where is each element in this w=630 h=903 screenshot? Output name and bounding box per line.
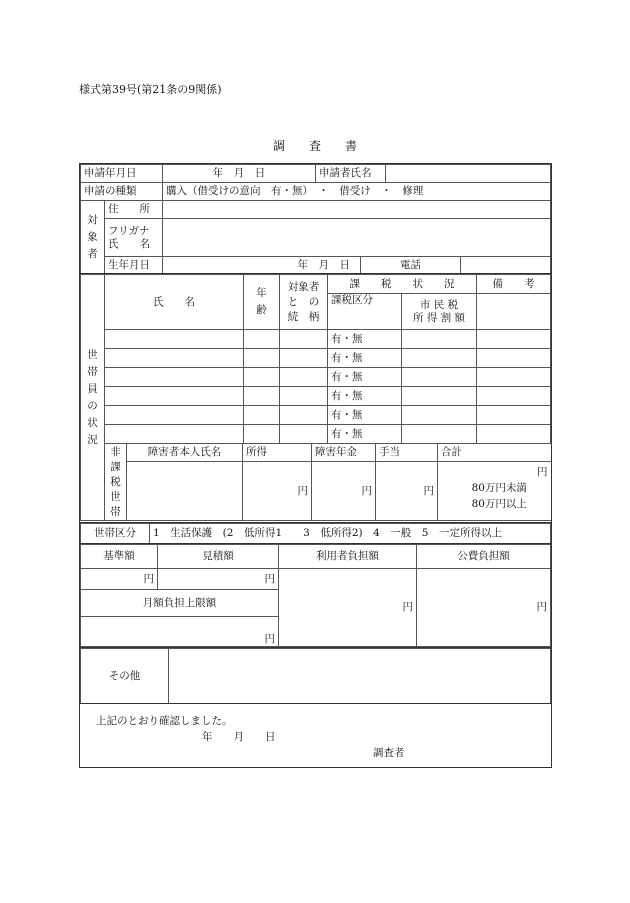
member-age-cell[interactable]: [244, 368, 280, 387]
application-type-options[interactable]: 購入（借受けの意向 有・無） ・ 借受け ・ 修理: [163, 183, 551, 201]
pension-field[interactable]: 円: [312, 462, 376, 521]
phone-field[interactable]: [461, 257, 551, 275]
taxable-toggle[interactable]: 有・無: [328, 425, 402, 444]
confirmation-text: 上記のとおり確認しました。: [96, 715, 233, 727]
member-relation-cell[interactable]: [280, 406, 328, 425]
monthly-cap-label: 月額負担上限額: [81, 590, 279, 617]
disability-pension-label: 障害年金: [312, 444, 376, 462]
household-category-label: 世帯区分: [81, 524, 150, 544]
member-name-header: 氏 名: [105, 275, 244, 330]
member-name-cell[interactable]: [105, 349, 244, 368]
member-age-header: 年 齢: [244, 275, 280, 330]
household-category-options[interactable]: 1 生活保護 (2 低所得1 3 低所得2) 4 一般 5 一定所得以上: [150, 524, 551, 544]
public-burden-field[interactable]: 円: [417, 569, 551, 647]
address-label: 住 所: [105, 201, 163, 219]
disabled-person-name-field[interactable]: [127, 462, 243, 521]
document-title: 調 査 書: [272, 139, 357, 153]
birthdate-field[interactable]: 年 月 日: [163, 257, 361, 275]
member-row: [81, 425, 551, 444]
allowance-label: 手当: [376, 444, 438, 462]
resident-tax-cell[interactable]: [402, 425, 477, 444]
user-burden-field[interactable]: 円: [279, 569, 417, 647]
estimate-amount-field[interactable]: 円: [158, 569, 279, 590]
allowance-field[interactable]: 円: [376, 462, 438, 521]
over-80-option[interactable]: 80万円以上: [471, 498, 527, 510]
remarks-header: 備 考: [477, 275, 551, 294]
member-name-cell[interactable]: [105, 406, 244, 425]
applicant-name-field[interactable]: [386, 165, 551, 183]
phone-label: 電話: [361, 257, 461, 275]
household-side-label: 世 帯 員 の 状 況: [81, 275, 105, 521]
costs-section: [79, 543, 552, 648]
member-row: [81, 368, 551, 387]
confirmation-date[interactable]: 年 月 日: [202, 731, 276, 743]
public-burden-label: 公費負担額: [417, 545, 551, 569]
member-age-cell[interactable]: [244, 425, 280, 444]
birthdate-label: 生年月日: [105, 257, 163, 275]
resident-tax-header: 市 民 税 所 得 割 額: [402, 294, 477, 330]
confirmation-section: [79, 703, 552, 768]
estimate-amount-label: 見積額: [158, 545, 279, 569]
other-field[interactable]: [169, 649, 551, 704]
total-label: 合計: [438, 444, 551, 462]
member-relation-header: 対象者 と の 続 柄: [280, 275, 328, 330]
member-age-cell[interactable]: [244, 387, 280, 406]
base-amount-label: 基準額: [81, 545, 158, 569]
member-age-cell[interactable]: [244, 330, 280, 349]
member-remarks-cell[interactable]: [477, 425, 551, 444]
monthly-cap-field[interactable]: 円: [81, 617, 279, 647]
under-80-option[interactable]: 80万円未満: [471, 482, 527, 494]
applicant-section: [79, 163, 552, 274]
resident-tax-cell[interactable]: [402, 349, 477, 368]
member-remarks-cell[interactable]: [477, 349, 551, 368]
member-relation-cell[interactable]: [280, 425, 328, 444]
member-name-cell[interactable]: [105, 425, 244, 444]
resident-tax-cell[interactable]: [402, 406, 477, 425]
resident-tax-cell[interactable]: [402, 330, 477, 349]
member-remarks-cell[interactable]: [477, 387, 551, 406]
total-yen: 円: [537, 466, 548, 478]
name-label: フリガナ 氏 名: [105, 219, 163, 257]
income-field[interactable]: 円: [243, 462, 312, 521]
resident-tax-cell[interactable]: [402, 368, 477, 387]
income-label: 所得: [243, 444, 312, 462]
taxable-toggle[interactable]: 有・無: [328, 368, 402, 387]
household-section: [79, 273, 552, 523]
member-remarks-cell[interactable]: [477, 368, 551, 387]
taxable-toggle[interactable]: 有・無: [328, 330, 402, 349]
member-remarks-cell[interactable]: [477, 406, 551, 425]
member-row: [81, 406, 551, 425]
other-label: その他: [81, 649, 169, 704]
other-section: [79, 647, 552, 704]
member-relation-cell[interactable]: [280, 387, 328, 406]
disabled-person-name-label: 障害者本人氏名: [127, 444, 243, 462]
member-relation-cell[interactable]: [280, 349, 328, 368]
total-field[interactable]: [438, 462, 551, 521]
address-field[interactable]: [163, 201, 551, 219]
remarks-cell[interactable]: [477, 294, 551, 330]
member-age-cell[interactable]: [244, 406, 280, 425]
member-relation-cell[interactable]: [280, 330, 328, 349]
member-row: [81, 387, 551, 406]
subject-side-label: 対 象 者: [81, 201, 105, 275]
member-name-cell[interactable]: [105, 368, 244, 387]
category-section: [79, 522, 552, 544]
application-date-label: 申請年月日: [81, 165, 163, 183]
application-date-field[interactable]: 年 月 日: [163, 165, 316, 183]
form-number: 様式第39号(第21条の9関係): [79, 83, 222, 96]
member-name-cell[interactable]: [105, 387, 244, 406]
member-row: [81, 330, 551, 349]
taxable-toggle[interactable]: 有・無: [328, 349, 402, 368]
member-name-cell[interactable]: [105, 330, 244, 349]
user-burden-label: 利用者負担額: [279, 545, 417, 569]
member-relation-cell[interactable]: [280, 368, 328, 387]
tax-class-header: 課税区分: [328, 294, 402, 330]
applicant-name-label: 申請者氏名: [316, 165, 386, 183]
investigator-label: 調査者: [373, 747, 405, 759]
member-remarks-cell[interactable]: [477, 330, 551, 349]
resident-tax-cell[interactable]: [402, 387, 477, 406]
name-field[interactable]: [163, 219, 551, 257]
tax-status-header: 課 税 状 況: [328, 275, 477, 294]
taxable-toggle[interactable]: 有・無: [328, 387, 402, 406]
taxable-toggle[interactable]: 有・無: [328, 406, 402, 425]
application-type-label: 申請の種類: [81, 183, 163, 201]
nontax-side-label: 非 課 税 世 帯: [105, 444, 127, 521]
base-amount-field[interactable]: 円: [81, 569, 158, 590]
member-age-cell[interactable]: [244, 349, 280, 368]
member-row: [81, 349, 551, 368]
nontax-block: [105, 444, 551, 521]
